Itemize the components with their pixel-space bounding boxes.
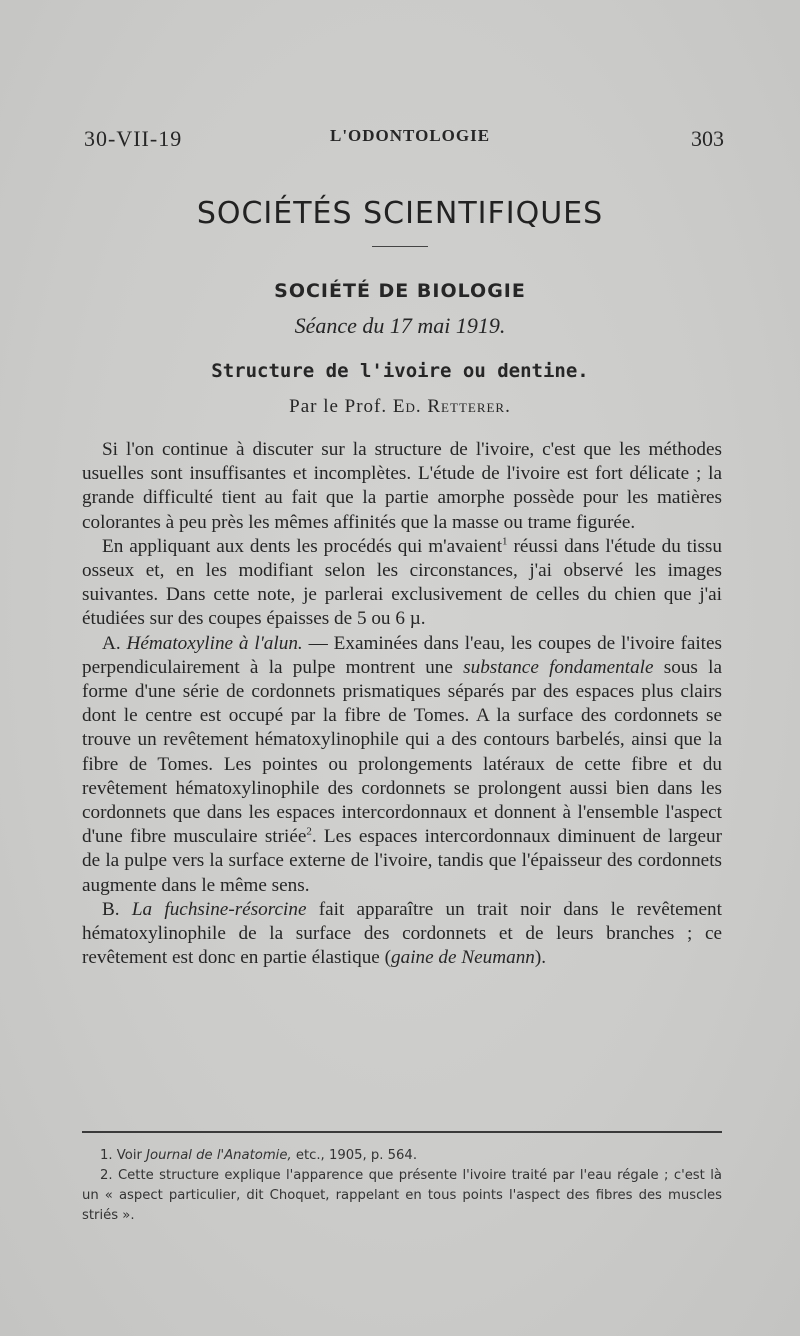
society-name: SOCIÉTÉ DE BIOLOGIE <box>274 280 526 302</box>
paragraph-text: En appliquant aux dents les procédés qui m'avaient <box>102 535 503 557</box>
term-italic: substance fondamentale <box>463 656 654 678</box>
footnote-text: 2. Cette structure explique l'apparence que présente l'ivoire traité par l'eau régale ; c'est là un « aspect particulier, dit Choquet, rappelant en tous points l'aspect des fibres des muscles striés ». <box>82 1168 722 1223</box>
footnote-1 <box>82 1146 722 1166</box>
stain-name: La fuchsine-résorcine <box>131 898 307 920</box>
paragraph-text: . Les espaces intercordonnaux diminuent de largeur de la pulpe vers la surface externe de l'ivoire, tandis que l'épaisseur des cordonnets augmente dans le même sens. <box>82 826 722 896</box>
paragraph-label: A. <box>102 632 127 654</box>
footnote-ref-2[interactable]: 2 <box>306 825 312 838</box>
stain-name: Hématoxyline à l'alun. <box>126 632 303 654</box>
footnote-divider <box>82 1131 722 1133</box>
author-prefix: Par le Prof. <box>289 396 388 417</box>
issue-date: 30-VII-19 <box>84 126 183 151</box>
session-date: Séance du 17 mai 1919. <box>294 313 506 338</box>
running-head <box>84 126 724 156</box>
paragraph-text: Si l'on continue à discuter sur la structure de l'ivoire, c'est que les méthodes usuelles sont insuffisantes et incomplètes. L'étude de l'ivoire est fort délicate ; la grande difficulté tient au fait que la partie amorphe possède pour les matières colorantes à peu près les mêmes affinités que la masse ou trame figurée. <box>82 439 722 533</box>
paragraph-a <box>82 632 722 898</box>
paragraph-text: fait apparaître un trait noir dans le revêtement hématoxylinophile de la surface des cordonnets et de leurs branches ; ce revêtement est donc en partie élastique ( <box>82 898 722 969</box>
paragraph-text: ). <box>534 947 547 969</box>
journal-name: L'ODONTOLOGIE <box>330 126 491 145</box>
author-name: Ed. Retterer. <box>392 396 511 417</box>
footnote-2 <box>82 1166 722 1226</box>
footnote-ref-1[interactable]: 1 <box>502 535 508 548</box>
paragraph-intro <box>82 438 722 535</box>
author-line <box>0 396 800 418</box>
paragraph-text: réussi dans l'étude du tissu osseux et, en les modifiant selon les circonstances, j'ai observé les images suivantes. Dans cette note, je parlerai exclusivement de celles du chien que j'ai étudiées sur des coupes épaisses de 5 ou 6 µ. <box>82 535 722 630</box>
page-number: 303 <box>691 126 724 151</box>
article-title: Structure de l'ivoire ou dentine. <box>211 360 589 382</box>
paragraph-label: B. <box>102 898 132 920</box>
footnote-text: 1. Voir <box>100 1148 147 1163</box>
section-title: SOCIÉTÉS SCIENTIFIQUES <box>196 196 604 231</box>
footnotes <box>82 1146 722 1226</box>
term-italic: gaine de Neumann <box>391 947 535 969</box>
paragraph-b <box>82 898 722 971</box>
title-divider <box>372 246 428 247</box>
journal-citation: Journal de l'Anatomie, <box>146 1148 292 1163</box>
footnote-text: etc., 1905, p. 564. <box>291 1148 418 1163</box>
paragraph-text: sous la forme d'une série de cordonnets prismatiques séparés par des espaces plus clairs dont le centre est occupé par la fibre de Tomes. A la surface des cordonnets se trouve un revêtement hématoxylinophile qui a des contours barbelés, ainsi que la fibre de Tomes. Les pointes ou prolongements latéraux de cette fibre et du revêtement hématoxylinophile des cordonnets se prolongent aussi bien dans les cordonnets que dans les espaces intercordonnaux et donnent à l'ensemble l'aspect d'une fibre musculaire striée <box>82 656 722 848</box>
article-body <box>82 438 722 970</box>
paragraph-text: — Examinées dans l'eau, les coupes de l'ivoire faites perpendiculairement à la pulpe montrent une <box>82 632 722 678</box>
paragraph-method <box>82 535 722 632</box>
